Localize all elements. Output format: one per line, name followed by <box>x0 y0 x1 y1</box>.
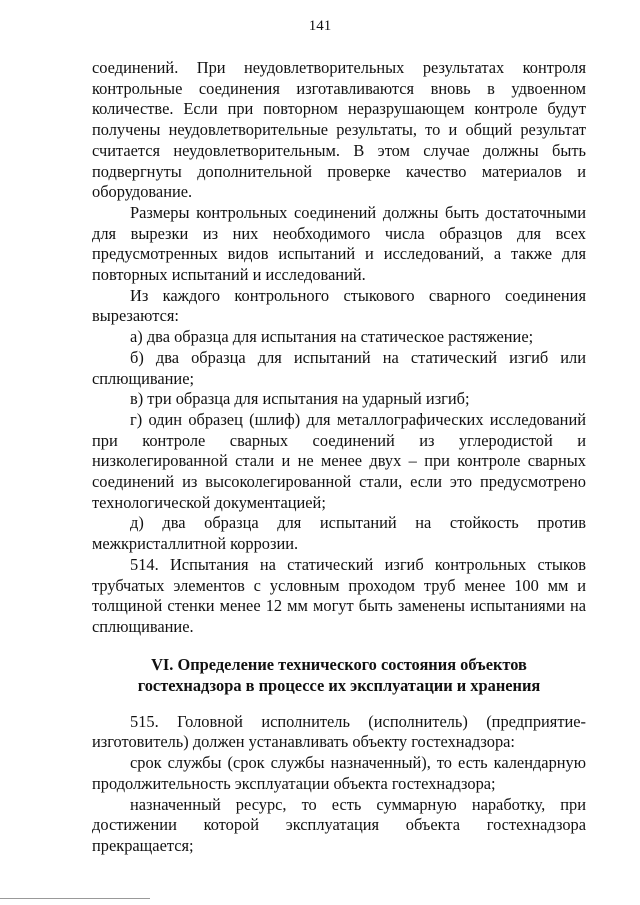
paragraph: б) два образца для испытаний на статический изгиб или сплющивание; <box>92 347 586 388</box>
paragraph: срок службы (срок службы назначенный), то есть календарную продолжительность эксплуатации объекта гостехнадзора; <box>92 753 586 793</box>
paragraph: г) один образец (шлиф) для металлографических исследований при контроле сварных соединений из углеродистой и низколегированной стали и не менее двух – при контроле сварных соединений из высоколегированной стали, если это предусмотрено технологической документацией; <box>92 409 586 512</box>
section-heading-line-2: гостехнадзора в процессе их эксплуатации и хранения <box>137 675 541 695</box>
section-heading <box>92 654 586 696</box>
paragraph: д) два образца для испытаний на стойкость против межкристаллитной коррозии. <box>92 513 586 554</box>
paragraph: а) два образца для испытания на статическое растяжение; <box>130 327 534 347</box>
paragraph: соединений. При неудовлетворительных результатах контроля контрольные соединения изготавливаются вновь в удвоенном количестве. Если при повторном неразрушающем контроле будут получены неудовлетворительные результаты, то и общий результат считается неудовлетворительным. В этом случае должны быть подвергнуты дополнительной проверке качество материалов и оборудование. <box>92 58 586 202</box>
paragraphs-after-section <box>92 712 586 857</box>
footer-rule <box>0 898 150 899</box>
paragraph: в) три образца для испытания на ударный изгиб; <box>130 389 470 409</box>
paragraph: Размеры контрольных соединений должны быть достаточными для вырезки из них необходимого числа образцов для всех предусмотренных видов испытаний и исследований, а также для повторных испытаний и исследований. <box>92 202 586 285</box>
paragraph: Из каждого контрольного стыкового сварного соединения вырезаются: <box>92 285 586 326</box>
paragraph: 515. Головной исполнитель (исполнитель) (предприятие-изготовитель) должен устанавливать объекту гостехнадзора: <box>92 711 586 752</box>
paragraph: назначенный ресурс, то есть суммарную наработку, при достижении которой эксплуатация объекта гостехнадзора прекращается; <box>92 794 586 855</box>
section-heading-line-1: VI. Определение технического состояния объектов <box>151 654 527 674</box>
paragraph: 514. Испытания на статический изгиб контрольных стыков трубчатых элементов с условным проходом труб менее 100 мм и толщиной стенки менее 12 мм могут быть заменены испытаниями на сплющивание. <box>92 554 586 636</box>
document-body <box>92 58 586 857</box>
page-number: 141 <box>308 18 332 34</box>
paragraphs-before-section <box>92 58 586 638</box>
